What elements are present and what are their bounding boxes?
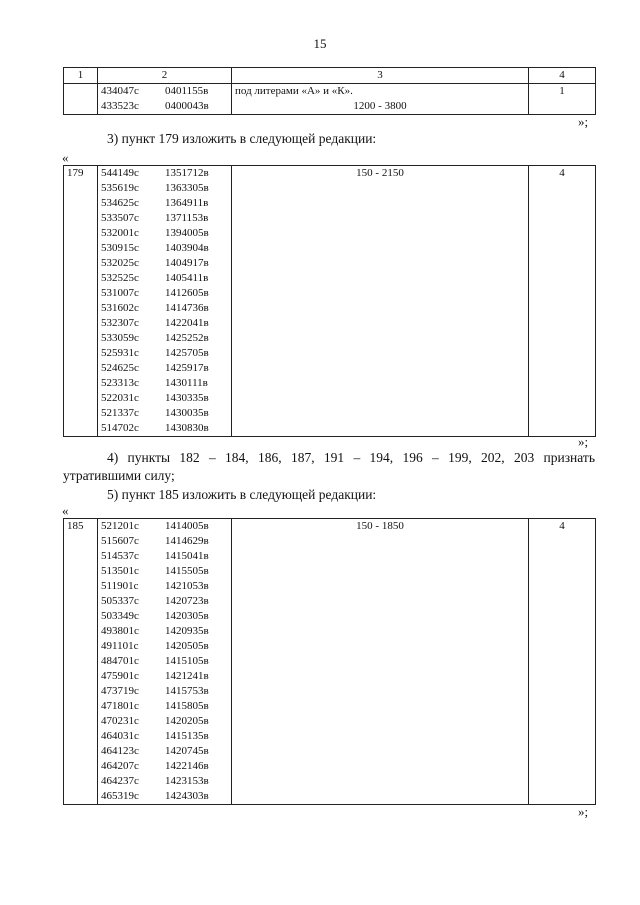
- table-continuation: [63, 67, 596, 115]
- latitude: 505337с: [101, 595, 139, 607]
- longitude: 1405411в: [165, 272, 209, 284]
- latitude: 484701с: [101, 655, 139, 667]
- coordinate-pair: [101, 534, 228, 549]
- longitude: 1415135в: [165, 730, 209, 742]
- coordinate-pair: [101, 181, 228, 196]
- latitude: 433523с: [101, 100, 139, 112]
- longitude: 1420745в: [165, 745, 209, 757]
- coordinate-pair: [101, 99, 228, 114]
- longitude: 1415041в: [165, 550, 209, 562]
- paragraph-5: 5) пункт 185 изложить в следующей редакции:: [107, 487, 377, 502]
- coordinate-pair: [101, 579, 228, 594]
- paragraph-3: 3) пункт 179 изложить в следующей редакции:: [107, 131, 377, 146]
- coordinate-pair: [101, 361, 228, 376]
- latitude: 525931с: [101, 347, 139, 359]
- coordinate-pair: [101, 391, 228, 406]
- coordinate-pair: [101, 271, 228, 286]
- item-number: 185: [64, 519, 98, 805]
- longitude: 1415505в: [165, 565, 209, 577]
- coordinate-pair: [101, 286, 228, 301]
- height-range: 1200 - 3800: [353, 100, 407, 112]
- longitude: 1421241в: [165, 670, 209, 682]
- paragraph-4-line-1: 4) пункты 182 – 184, 186, 187, 191 – 194, 196 – 199, 202, 203 признать: [107, 450, 595, 465]
- longitude: 1420935в: [165, 625, 209, 637]
- latitude: 464123с: [101, 745, 139, 757]
- coordinate-pair: [101, 564, 228, 579]
- table-row: [64, 84, 596, 115]
- longitude: 1430335в: [165, 392, 209, 404]
- longitude: 1371153в: [165, 212, 209, 224]
- coordinate-pair: [101, 774, 228, 789]
- class-value: 4: [529, 166, 596, 437]
- close-quote: »;: [578, 434, 589, 449]
- longitude: 0400043в: [165, 100, 209, 112]
- longitude: 1421053в: [165, 580, 209, 592]
- coordinate-pair: [101, 241, 228, 256]
- coordinate-pair: [101, 669, 228, 684]
- longitude: 0401155в: [165, 85, 209, 97]
- latitude: 470231с: [101, 715, 139, 727]
- latitude: 524625с: [101, 362, 139, 374]
- table-row: [64, 166, 596, 437]
- longitude: 1423153в: [165, 775, 209, 787]
- coordinate-pair: [101, 624, 228, 639]
- description-text: под литерами «А» и «К».: [235, 85, 353, 97]
- coordinate-pair: [101, 699, 228, 714]
- latitude: 473719с: [101, 685, 139, 697]
- latitude: 535619с: [101, 182, 139, 194]
- latitude: 534625с: [101, 197, 139, 209]
- longitude: 1430830в: [165, 422, 209, 434]
- coordinate-pair: [101, 226, 228, 241]
- coordinate-pair: [101, 729, 228, 744]
- coordinate-pair: [101, 316, 228, 331]
- coordinate-pair: [101, 759, 228, 774]
- table-header-row: [64, 68, 596, 84]
- latitude: 532307с: [101, 317, 139, 329]
- latitude: 464031с: [101, 730, 139, 742]
- longitude: 1422146в: [165, 760, 209, 772]
- close-quote: »;: [578, 114, 589, 129]
- latitude: 513501с: [101, 565, 139, 577]
- latitude: 544149с: [101, 167, 139, 179]
- latitude: 531007с: [101, 287, 139, 299]
- latitude: 475901с: [101, 670, 139, 682]
- coordinate-pair: [101, 714, 228, 729]
- coordinate-pair: [101, 196, 228, 211]
- coordinate-pair: [101, 549, 228, 564]
- latitude: 514702с: [101, 422, 139, 434]
- longitude: 1420505в: [165, 640, 209, 652]
- page-number: 15: [313, 36, 327, 51]
- longitude: 1403904в: [165, 242, 209, 254]
- latitude: 532001с: [101, 227, 139, 239]
- table-item-185: [63, 518, 596, 805]
- longitude: 1424303в: [165, 790, 209, 802]
- coordinate-pair: [101, 211, 228, 226]
- coordinate-pair: [101, 376, 228, 391]
- coordinate-pair: [101, 166, 228, 181]
- coordinates-cell: [98, 519, 232, 805]
- latitude: 531602с: [101, 302, 139, 314]
- longitude: 1415753в: [165, 685, 209, 697]
- table-item-179: [63, 165, 596, 437]
- coordinate-pair: [101, 256, 228, 271]
- longitude: 1363305в: [165, 182, 209, 194]
- latitude: 434047с: [101, 85, 139, 97]
- header-col-3: 3: [232, 68, 529, 84]
- height-range: 150 - 2150: [232, 166, 529, 437]
- header-col-2: 2: [98, 68, 232, 84]
- latitude: 514537с: [101, 550, 139, 562]
- description-cell: [232, 84, 529, 115]
- coordinate-pair: [101, 421, 228, 436]
- class-cell: 1: [529, 84, 596, 115]
- header-col-4: 4: [529, 68, 596, 84]
- longitude: 1420205в: [165, 715, 209, 727]
- longitude: 1351712в: [165, 167, 209, 179]
- latitude: 521201с: [101, 520, 139, 532]
- coordinate-pair: [101, 789, 228, 804]
- latitude: 464237с: [101, 775, 139, 787]
- height-range: 150 - 1850: [232, 519, 529, 805]
- latitude: 493801с: [101, 625, 139, 637]
- coordinate-pair: [101, 609, 228, 624]
- longitude: 1420723в: [165, 595, 209, 607]
- latitude: 491101с: [101, 640, 139, 652]
- latitude: 515607с: [101, 535, 139, 547]
- latitude: 530915с: [101, 242, 139, 254]
- longitude: 1415105в: [165, 655, 209, 667]
- longitude: 1425705в: [165, 347, 209, 359]
- longitude: 1404917в: [165, 257, 209, 269]
- close-quote: »;: [578, 804, 589, 819]
- latitude: 533059с: [101, 332, 139, 344]
- latitude: 503349с: [101, 610, 139, 622]
- longitude: 1425917в: [165, 362, 209, 374]
- longitude: 1430035в: [165, 407, 209, 419]
- longitude: 1414005в: [165, 520, 209, 532]
- header-col-1: 1: [64, 68, 98, 84]
- latitude: 511901с: [101, 580, 139, 592]
- coordinate-pair: [101, 301, 228, 316]
- coordinate-pair: [101, 406, 228, 421]
- paragraph-4-line-2: утратившими силу;: [63, 468, 175, 483]
- latitude: 465319с: [101, 790, 139, 802]
- coordinate-pair: [101, 331, 228, 346]
- longitude: 1422041в: [165, 317, 209, 329]
- longitude: 1394005в: [165, 227, 209, 239]
- class-value: 4: [529, 519, 596, 805]
- longitude: 1414736в: [165, 302, 209, 314]
- longitude: 1415805в: [165, 700, 209, 712]
- latitude: 464207с: [101, 760, 139, 772]
- coordinate-pair: [101, 594, 228, 609]
- longitude: 1430111в: [165, 377, 208, 389]
- coordinate-pair: [101, 654, 228, 669]
- longitude: 1364911в: [165, 197, 209, 209]
- open-quote: «: [62, 503, 69, 518]
- coordinates-cell: [98, 84, 232, 115]
- longitude: 1425252в: [165, 332, 209, 344]
- coordinate-pair: [101, 639, 228, 654]
- latitude: 471801с: [101, 700, 139, 712]
- latitude: 521337с: [101, 407, 139, 419]
- latitude: 523313с: [101, 377, 139, 389]
- coordinate-pair: [101, 519, 228, 534]
- item-number-cell: [64, 84, 98, 115]
- coordinate-pair: [101, 684, 228, 699]
- coordinate-pair: [101, 744, 228, 759]
- latitude: 522031с: [101, 392, 139, 404]
- coordinates-cell: [98, 166, 232, 437]
- item-number: 179: [64, 166, 98, 437]
- open-quote: «: [62, 150, 69, 165]
- latitude: 532025с: [101, 257, 139, 269]
- table-row: [64, 519, 596, 805]
- longitude: 1412605в: [165, 287, 209, 299]
- latitude: 532525с: [101, 272, 139, 284]
- coordinate-pair: [101, 346, 228, 361]
- latitude: 533507с: [101, 212, 139, 224]
- longitude: 1420305в: [165, 610, 209, 622]
- coordinate-pair: [101, 84, 228, 99]
- longitude: 1414629в: [165, 535, 209, 547]
